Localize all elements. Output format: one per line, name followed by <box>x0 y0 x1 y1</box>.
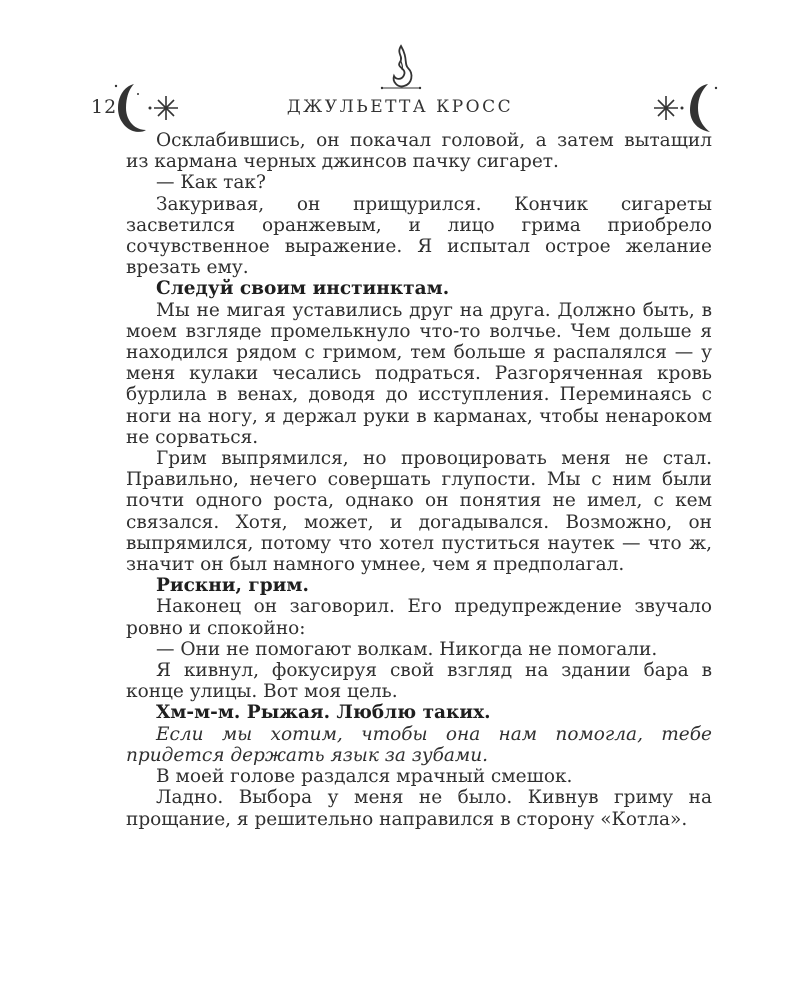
paragraph: — Как так? <box>156 172 266 194</box>
paragraph-bold: Следуй своим инстинктам. <box>156 278 450 300</box>
paragraph: Осклабившись, он покачал головой, а затем вытащил из кармана черных джинсов пачку сигарет. <box>126 130 712 173</box>
paragraph: Грим выпрямился, но провоцировать меня не стал. Правильно, нечего совершать глупости. Мы с ним были почти одного роста, однако он понятия не имел, с кем связался. Хотя, может, и догадывался. Возможно, он выпрямился, потому что хотел пуститься наутек — что ж, значит он был намного умнее, чем я предполагал. <box>126 448 712 576</box>
paragraph-bold: Рискни, грим. <box>156 575 309 597</box>
paragraph-italic: Если мы хотим, чтобы она нам помогла, тебе придется держать язык за зубами. <box>126 723 712 766</box>
chapter-text <box>126 130 712 830</box>
paragraph-bold: Хм-м-м. Рыжая. Люблю таких. <box>156 702 491 724</box>
paragraph: Закуривая, он прищурился. Кончик сигареты засветился оранжевым, и лицо грима приобрело сочувственное выражение. Я испытал острое желание врезать ему. <box>126 193 712 279</box>
paragraph: Наконец он заговорил. Его предупреждение звучало ровно и спокойно: <box>126 596 712 639</box>
running-head-author: ДЖУЛЬЕТТА КРОСС <box>286 97 514 117</box>
crescent-moon-star-icon <box>646 80 722 136</box>
paragraph: Ладно. Выбора у меня не было. Кивнув гриму на прощание, я решительно направился в сторону «Котла». <box>126 787 712 830</box>
page-number: 12 <box>91 96 118 118</box>
page-header <box>0 78 800 138</box>
paragraph: Мы не мигая уставились друг на друга. Должно быть, в моем взгляде промелькнуло что-то волчье. Чем дольше я находился рядом с гримом, тем больше я распалялся — у меня кулаки чесались подраться. Разгоряченная кровь бурлила в венах, доводя до исступления. Переминаясь с ноги на ногу, я держал руки в карманах, чтобы ненароком не сорваться. <box>126 299 712 448</box>
crescent-moon-star-icon <box>108 80 184 136</box>
paragraph: — Они не помогают волкам. Никогда не помогали. <box>156 638 658 660</box>
paragraph: В моей голове раздался мрачный смешок. <box>156 766 573 788</box>
paragraph: Я кивнул, фокусируя свой взгляд на здании бара в конце улицы. Вот моя цель. <box>126 660 712 703</box>
